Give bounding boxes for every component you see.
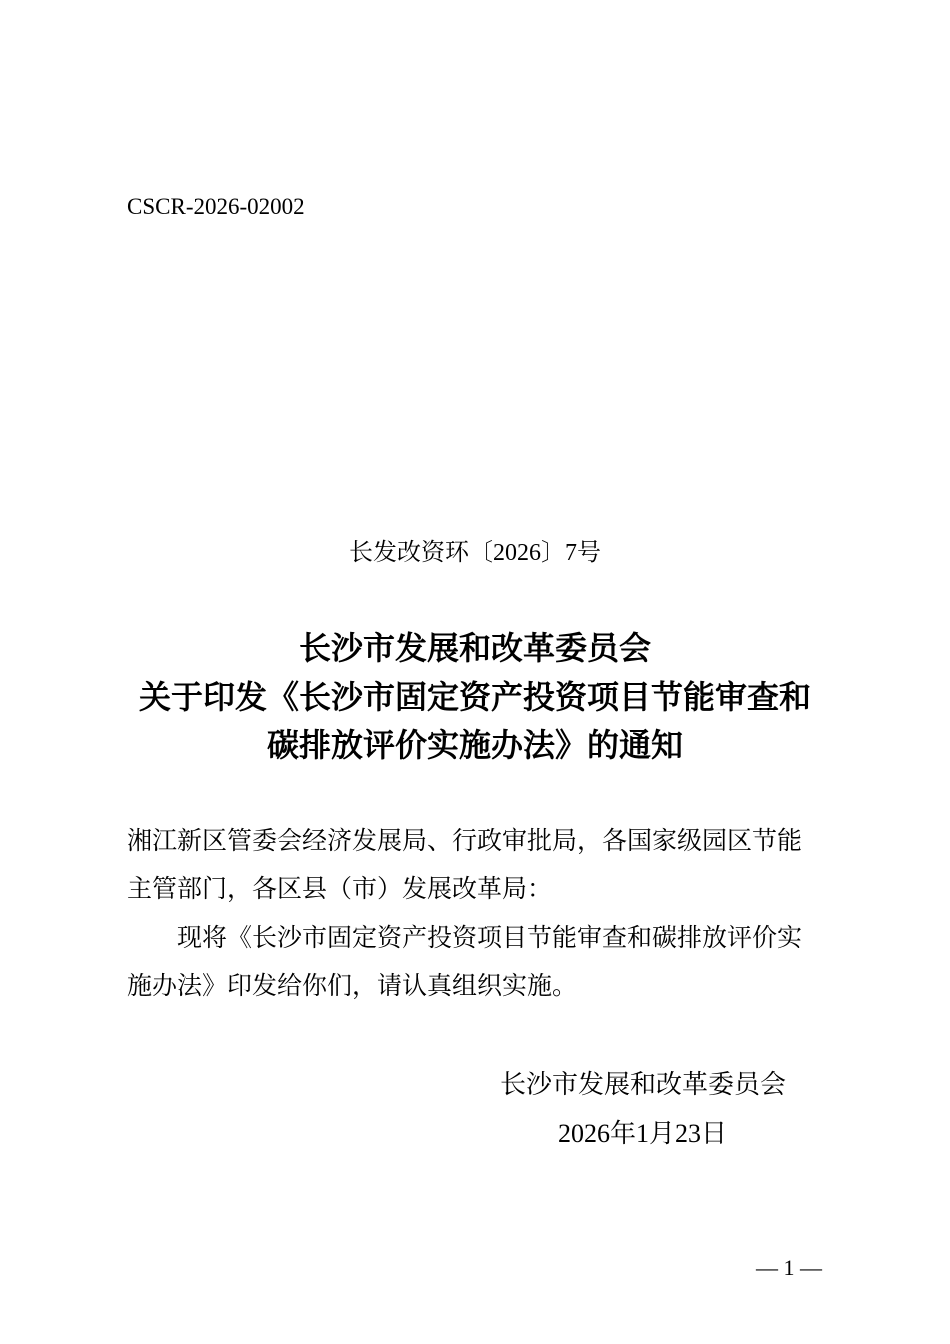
document-code: CSCR-2026-02002: [127, 194, 305, 219]
signature: 长沙市发展和改革委员会: [500, 1070, 787, 1099]
title-line-2: 关于印发《长沙市固定资产投资项目节能审查和: [138, 678, 811, 716]
body-line-3: 现将《长沙市固定资产投资项目节能审查和碳排放评价实: [127, 925, 803, 952]
page-number: — 1 —: [756, 1255, 822, 1280]
title-line-3: 碳排放评价实施办法》的通知: [266, 726, 683, 764]
title-line-1: 长沙市发展和改革委员会: [298, 629, 651, 667]
body-line-1: 湘江新区管委会经济发展局、行政审批局，各国家级园区节能: [127, 828, 803, 855]
issue-date: 2026年1月23日: [558, 1119, 728, 1148]
body-line-4: 施办法》印发给你们，请认真组织实施。: [127, 973, 578, 1000]
document-number: 长发改资环〔2026〕7号: [349, 540, 601, 566]
body-line-2: 主管部门，各区县（市）发展改革局：: [127, 876, 553, 903]
